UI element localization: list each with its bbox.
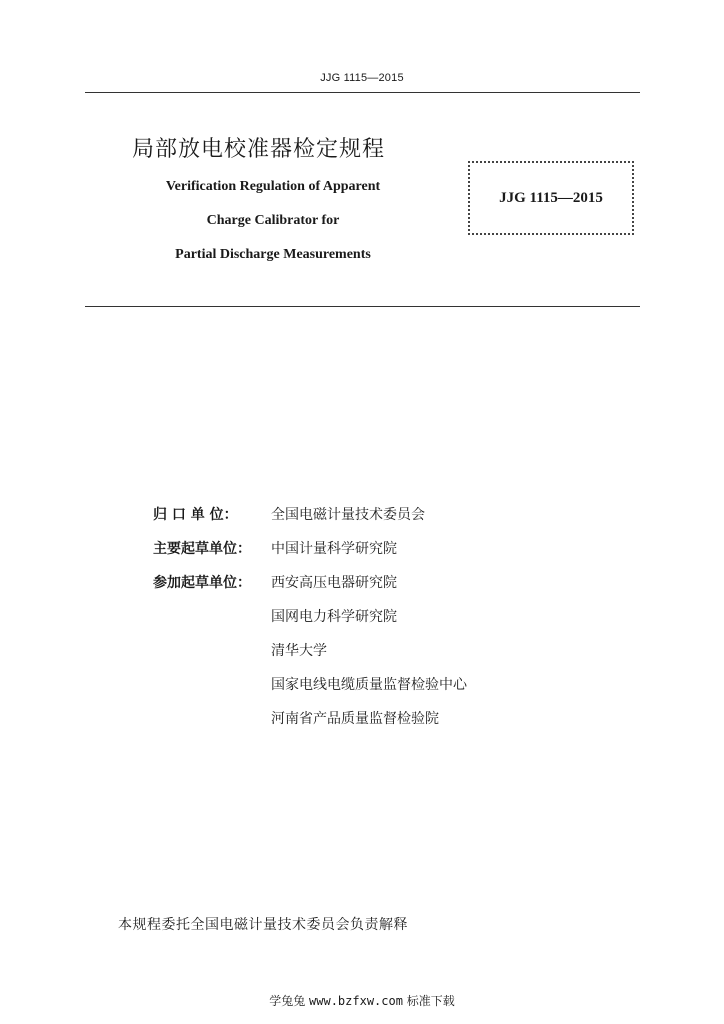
footer-suffix: 标准下载 (406, 994, 455, 1008)
responsible-unit-value: 全国电磁计量技术委员会 (271, 507, 425, 523)
participant-item: 国网电力科学研究院 (271, 609, 397, 625)
participant-row (153, 640, 467, 674)
title-english-line-2: Charge Calibrator for (206, 213, 340, 228)
document-title-english (128, 177, 418, 279)
participant-row (153, 606, 467, 640)
main-drafter-label: 主要起草单位： (153, 541, 251, 557)
standard-code-box (468, 161, 634, 235)
running-header-code: JJG 1115—2015 (320, 72, 404, 84)
responsible-unit-row (153, 504, 467, 538)
participant-item: 国家电线电缆质量监督检验中心 (271, 677, 467, 693)
drafting-units (153, 504, 467, 742)
interpretation-note: 本规程委托全国电磁计量技术委员会负责解释 (118, 917, 408, 933)
footer-prefix: 学兔兔 (269, 994, 306, 1008)
footer-watermark (0, 992, 724, 1009)
main-drafter-value: 中国计量科学研究院 (271, 541, 397, 557)
responsible-unit-label: 归 口 单 位： (153, 507, 238, 523)
title-english-line-3: Partial Discharge Measurements (175, 247, 371, 262)
top-divider (85, 92, 640, 93)
footer-url[interactable]: www.bzfxw.com (309, 994, 403, 1008)
bottom-divider (85, 306, 640, 307)
title-english-line-1: Verification Regulation of Apparent (165, 179, 381, 194)
participant-item: 西安高压电器研究院 (271, 575, 397, 591)
participants-label: 参加起草单位： (153, 575, 251, 591)
participant-row (153, 572, 467, 606)
document-title-chinese: 局部放电校准器检定规程 (132, 137, 386, 162)
participant-item: 清华大学 (271, 643, 327, 659)
participant-item: 河南省产品质量监督检验院 (271, 711, 439, 727)
standard-code: JJG 1115—2015 (499, 189, 603, 206)
main-drafter-row (153, 538, 467, 572)
participant-row (153, 708, 467, 742)
participant-row (153, 674, 467, 708)
